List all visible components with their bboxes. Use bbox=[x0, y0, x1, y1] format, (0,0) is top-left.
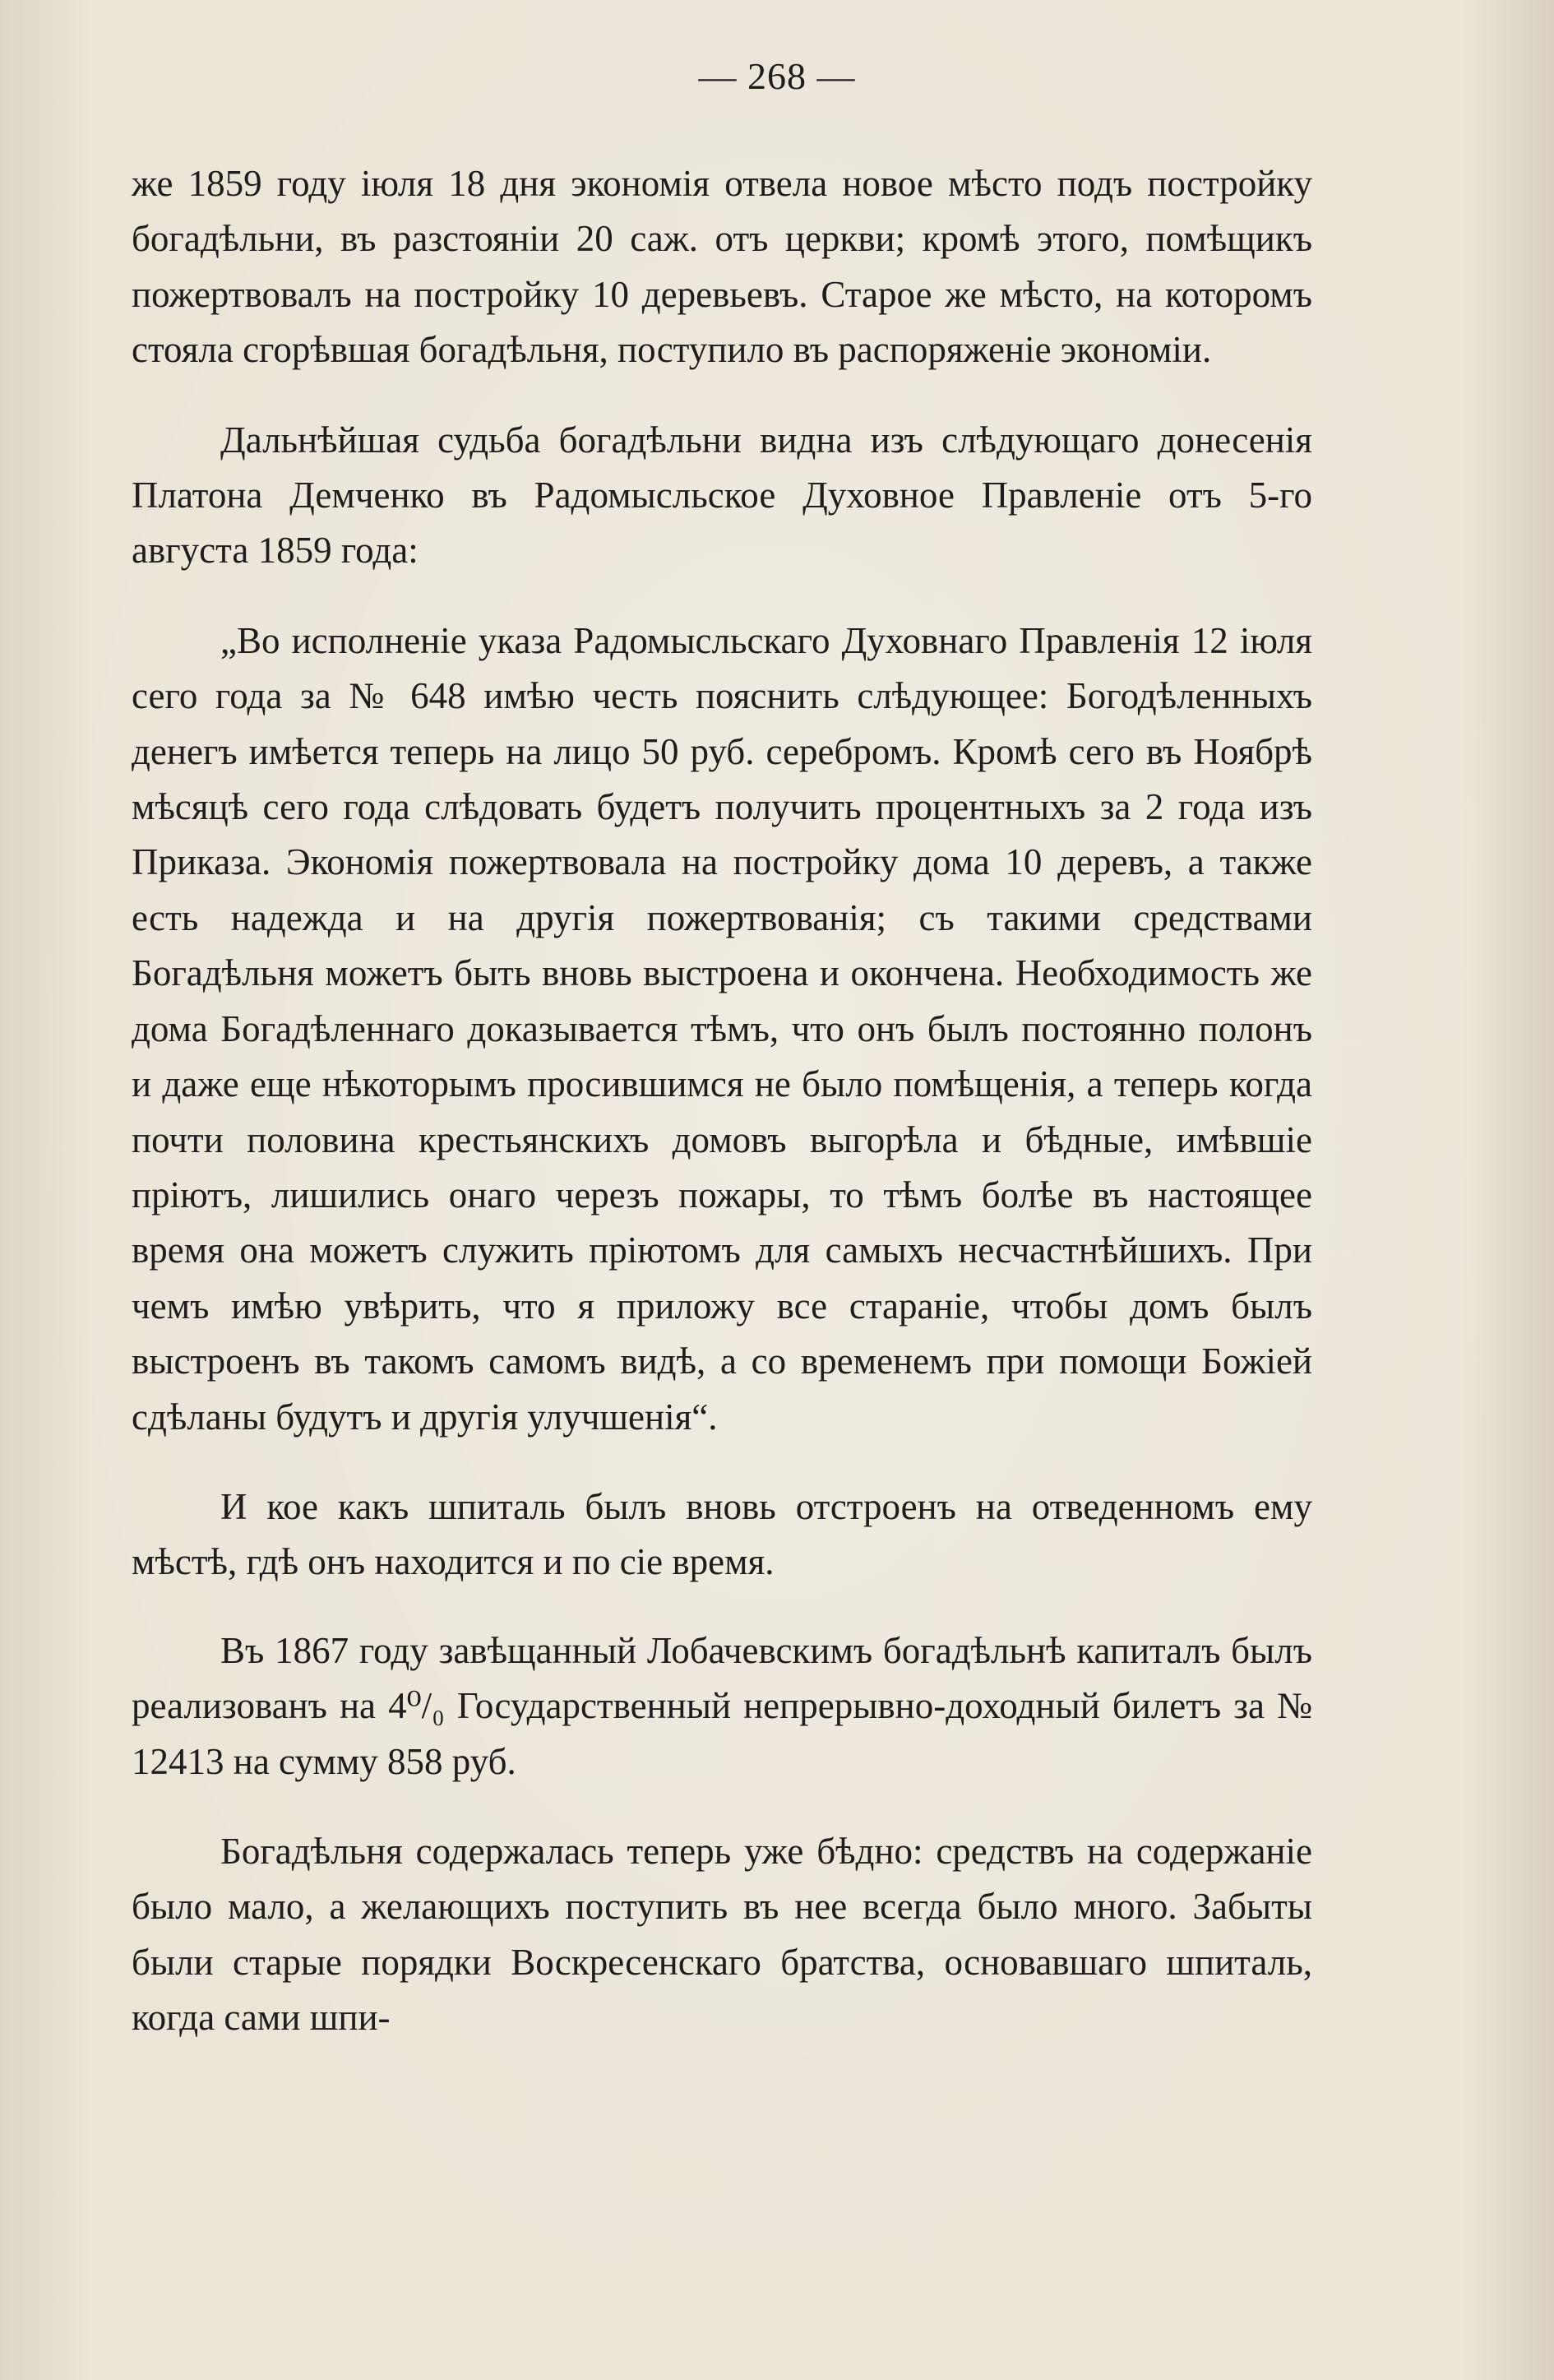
paragraph-report-intro: Дальнѣйшая судьба богадѣльни видна изъ слѣдующаго донесенія Платона Демченко въ Радомысльское Духовное Правленіе отъ 5-го августа 1859 года: bbox=[132, 419, 1312, 572]
page-number: — 268 — bbox=[698, 55, 856, 97]
paragraph-rebuilt: И кое какъ шпиталь былъ вновь отстроенъ на отведенномъ ему мѣстѣ, гдѣ онъ находится и по сіе время. bbox=[132, 1485, 1312, 1583]
paragraph-poor-upkeep: Богадѣльня содержалась теперь уже бѣдно: средствъ на содержаніе было мало, а желающихъ поступить въ нее всегда было много. Забыты были старые порядки Воскресенскаго братства, основавшаго шпиталь, когда сами шпи- bbox=[132, 1830, 1312, 2039]
paragraph-continuation: же 1859 году іюля 18 дня экономія отвела новое мѣсто подъ постройку богадѣльни, въ разстояніи 20 саж. отъ церкви; кромѣ этого, помѣщикъ пожертвовалъ на постройку 10 деревьевъ. Старое же мѣсто, на которомъ стояла сгорѣвшая богадѣльня, поступило въ распоряженіе экономіи. bbox=[132, 163, 1312, 371]
paragraph-quoted-report: „Во исполненіе указа Радомысльскаго Духовнаго Правленія 12 іюля сего года за № 648 имѣю честь пояснить слѣдующее: Богодѣленныхъ денегъ имѣется теперь на лицо 50 руб. серебромъ. Кромѣ сего въ Ноябрѣ мѣсяцѣ сего года слѣдовать будетъ получить процентныхъ за 2 года изъ Приказа. Экономія пожертвовала на постройку дома 10 деревъ, а также есть надежда и на другія пожертвованія; съ такими средствами Богадѣльня можетъ быть вновь выстроена и окончена. Необходимость же дома Богадѣленнаго доказывается тѣмъ, что онъ былъ постоянно полонъ и даже еще нѣкоторымъ просившимся не было помѣщенія, а теперь когда почти половина крестьянскихъ домовъ выгорѣла и бѣдные, имѣвшіе пріютъ, лишились онаго черезъ пожары, то тѣмъ болѣе въ настоящее время она можетъ служить пріютомъ для самыхъ несчастнѣйшихъ. При чемъ имѣю увѣрить, что я приложу все стараніе, чтобы домъ былъ выстроенъ въ такомъ самомъ видѣ, а со временемъ при помощи Божіей сдѣланы будутъ и другія улучшенія“. bbox=[132, 619, 1312, 1438]
body-text bbox=[132, 156, 1312, 2046]
paragraph-capital-1867: Въ 1867 году завѣщанный Лобачевскимъ богадѣльнѣ капиталъ былъ реализованъ на 4⁰/₀ Государственный непрерывно-доходный билетъ за № 12413 на сумму 858 руб. bbox=[132, 1629, 1312, 1782]
